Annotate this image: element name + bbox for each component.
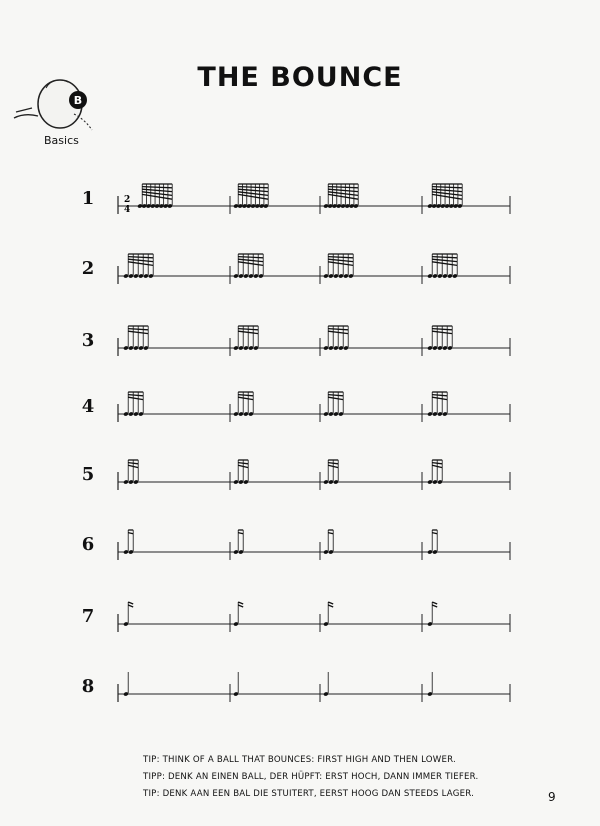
tip-german: TIPP: DENK AN EINEN BALL, DER HÜPFT: ERST HOCH, DANN IMMER TIEFER.	[143, 772, 479, 782]
note-group	[323, 460, 339, 485]
note-beam	[328, 259, 353, 261]
note-flag	[128, 605, 133, 607]
note-group	[123, 254, 154, 279]
exercise-number: 4	[81, 396, 95, 417]
note-beam	[328, 533, 333, 534]
note-beam	[328, 395, 343, 396]
note-group	[427, 530, 438, 555]
note-flag	[328, 605, 333, 607]
tips-block	[143, 752, 478, 803]
note-group	[123, 530, 134, 555]
note-beam	[328, 262, 353, 266]
note-group	[323, 602, 333, 627]
note-flag	[432, 605, 437, 607]
note-beam	[432, 329, 452, 330]
exercise-number: 6	[81, 534, 95, 555]
time-signature-top: 2	[124, 195, 131, 205]
tip-english: TIP: THINK OF A BALL THAT BOUNCES: FIRST HIGH AND THEN LOWER.	[143, 755, 456, 765]
page-number: 9	[548, 790, 556, 804]
note-group	[123, 392, 144, 417]
staff-line	[118, 468, 510, 490]
note-beam	[238, 395, 253, 396]
note-beam	[128, 397, 143, 399]
note-flag	[328, 602, 333, 604]
note-group	[427, 326, 453, 351]
note-beam	[328, 397, 343, 399]
exercise-number: 1	[81, 188, 95, 209]
staff-line	[118, 610, 510, 632]
note-group	[323, 672, 329, 697]
note-group	[233, 530, 244, 555]
note-group	[233, 392, 254, 417]
note-group	[233, 672, 239, 697]
note-group	[123, 602, 133, 627]
tip-dutch: TIP: DENK AAN EEN BAL DIE STUITERT, EERST HOOG DAN STEEDS LAGER.	[143, 789, 475, 799]
note-group	[323, 184, 359, 209]
exercise-number: 3	[81, 330, 95, 351]
note-group	[323, 254, 354, 279]
note-flag	[128, 602, 133, 604]
note-group	[137, 184, 173, 209]
staff-line	[118, 262, 510, 284]
note-flag	[238, 602, 243, 604]
note-beam	[238, 329, 258, 330]
note-group	[233, 184, 269, 209]
drum-logo-icon	[12, 70, 102, 140]
exercise-number: 8	[81, 676, 95, 697]
note-group	[233, 254, 264, 279]
section-label: Basics	[44, 134, 79, 147]
note-beam	[128, 329, 148, 330]
staff-line	[118, 680, 510, 702]
note-group	[233, 602, 243, 627]
note-beam	[432, 397, 447, 399]
exercise-number: 2	[81, 258, 95, 279]
note-beam	[128, 262, 153, 266]
note-group	[323, 326, 349, 351]
page-title: THE BOUNCE	[197, 62, 403, 93]
note-group	[123, 460, 139, 485]
note-beam	[128, 463, 138, 464]
staff-line	[118, 538, 510, 560]
note-group	[427, 460, 443, 485]
note-beam	[128, 257, 153, 258]
note-beam	[328, 463, 338, 464]
note-beam	[238, 257, 263, 258]
note-beam	[432, 463, 442, 464]
logo-letter: B	[73, 94, 83, 107]
note-group	[233, 326, 259, 351]
note-group	[323, 392, 344, 417]
note-beam	[238, 397, 253, 399]
note-group	[123, 326, 149, 351]
note-group	[427, 184, 463, 209]
note-beam	[432, 257, 457, 258]
note-group	[323, 530, 334, 555]
note-group	[427, 392, 448, 417]
exercise-number: 7	[81, 606, 95, 627]
staff-line	[118, 192, 510, 214]
exercise-number: 5	[81, 464, 95, 485]
staff-line	[118, 400, 510, 422]
note-beam	[432, 259, 457, 261]
note-beam	[128, 259, 153, 261]
note-beam	[328, 257, 353, 258]
staff-line	[118, 334, 510, 356]
note-group	[427, 602, 437, 627]
note-group	[427, 254, 458, 279]
note-flag	[238, 605, 243, 607]
time-signature-bottom: 4	[124, 205, 131, 215]
note-beam	[328, 329, 348, 330]
note-beam	[238, 533, 243, 534]
note-group	[427, 672, 433, 697]
note-flag	[432, 602, 437, 604]
note-beam	[432, 262, 457, 266]
note-beam	[238, 259, 263, 261]
note-beam	[238, 463, 248, 464]
note-group	[233, 460, 249, 485]
note-beam	[128, 533, 133, 534]
note-beam	[128, 395, 143, 396]
note-beam	[432, 395, 447, 396]
note-beam	[238, 262, 263, 266]
note-group	[123, 672, 129, 697]
note-beam	[432, 533, 437, 534]
